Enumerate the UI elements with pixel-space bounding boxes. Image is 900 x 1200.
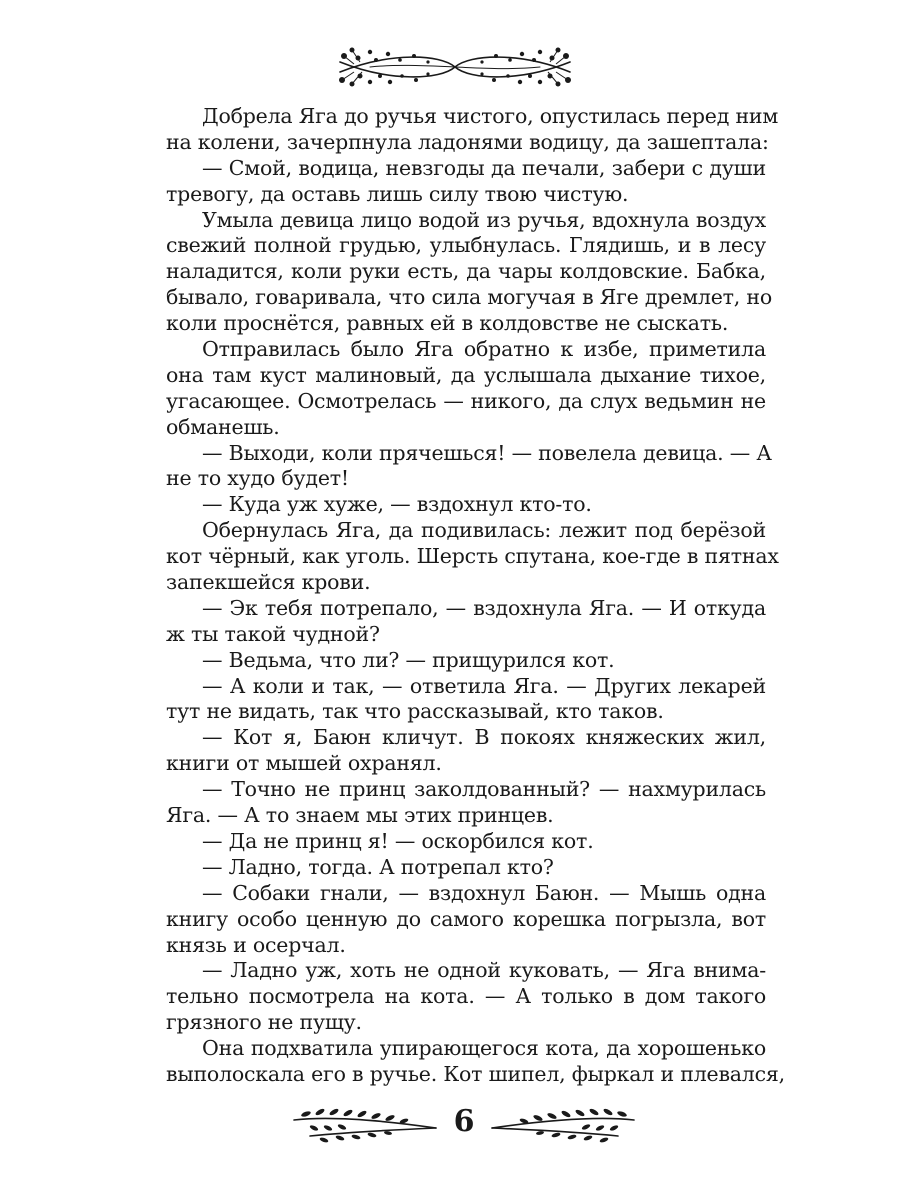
text-line: — Ладно уж, хоть не одной куковать, — Яга внима- [202, 958, 766, 983]
text-line: Яга. — А то знаем мы этих принцев. [166, 803, 554, 828]
text-line: — Куда уж хуже, — вздохнул кто-то. [202, 492, 592, 517]
text-line: Обернулась Яга, да подивилась: лежит под берёзой [202, 518, 766, 543]
text-line: Умыла девица лицо водой из ручья, вдохнула воздух [202, 207, 766, 232]
top-vine-ornament [330, 42, 580, 92]
page-footer [0, 1096, 900, 1156]
text-line: грязного не пущу. [166, 1010, 362, 1035]
text-line: книгу особо ценную до самого корешка погрызла, вот [166, 906, 766, 931]
text-line: — Да не принц я! — оскорбился кот. [202, 828, 594, 853]
text-line: наладится, коли руки есть, да чары колдовские. Бабка, [166, 259, 766, 284]
text-line: — Смой, водица, невзгоды да печали, забери с души [202, 155, 766, 180]
text-line: она там куст малиновый, да услышала дыхание тихое, [166, 362, 766, 387]
text-line: бывало, говаривала, что сила могучая в Яге дремлет, но [166, 285, 773, 310]
text-line: запекшейся крови. [166, 570, 371, 595]
text-line: выполоскала его в ручье. Кот шипел, фыркал и плевался, [166, 1061, 785, 1086]
text-line: — Ведьма, что ли? — прищурился кот. [202, 647, 615, 672]
text-line: — Эк тебя потрепало, — вздохнула Яга. — И откуда [202, 595, 766, 620]
text-line: тревогу, да оставь лишь силу твою чистую. [166, 181, 629, 206]
text-line: угасающее. Осмотрелась — никого, да слух ведьмин не [166, 388, 766, 413]
text-line: обманешь. [166, 414, 280, 439]
right-branch-ornament [488, 1102, 638, 1146]
page-number: 6 [453, 1104, 475, 1139]
text-line: — Кот я, Баюн кличут. В покоях княжеских жил, [202, 725, 766, 750]
text-line: — Ладно, тогда. А потрепал кто? [202, 854, 554, 879]
text-line: Добрела Яга до ручья чистого, опустилась перед ним [202, 104, 779, 128]
text-line: Она подхватила упирающегося кота, да хорошенько [202, 1036, 766, 1061]
body-text [166, 104, 785, 1088]
text-line: Отправилась было Яга обратно к избе, приметила [202, 337, 766, 362]
text-line: — Собаки гнали, — вздохнул Баюн. — Мышь одна [202, 880, 766, 905]
text-line: — Точно не принц заколдованный? — нахмурилась [202, 777, 766, 802]
text-line: тут не видать, так что рассказывай, кто таков. [166, 699, 664, 724]
text-line: ж ты такой чудной? [166, 621, 380, 646]
text-line: князь и осерчал. [166, 932, 346, 957]
text-line: коли проснётся, равных ей в колдовстве не сыскать. [166, 311, 729, 336]
text-line: — Выходи, коли прячешься! — повелела девица. — А [202, 440, 772, 465]
text-line: тельно посмотрела на кота. — А только в дом такого [166, 984, 766, 1009]
text-line: кот чёрный, как уголь. Шерсть спутана, кое-где в пятнах [166, 544, 779, 569]
text-line: на колени, зачерпнула ладонями водицу, да зашептала: [166, 129, 769, 154]
text-line: свежий полной грудью, улыбнулась. Глядишь, и в лесу [166, 233, 766, 258]
text-line: книги от мышей охранял. [166, 751, 442, 776]
text-line: не то худо будет! [166, 466, 349, 491]
left-branch-ornament [290, 1102, 440, 1146]
text-line: — А коли и так, — ответила Яга. — Других лекарей [202, 673, 766, 698]
